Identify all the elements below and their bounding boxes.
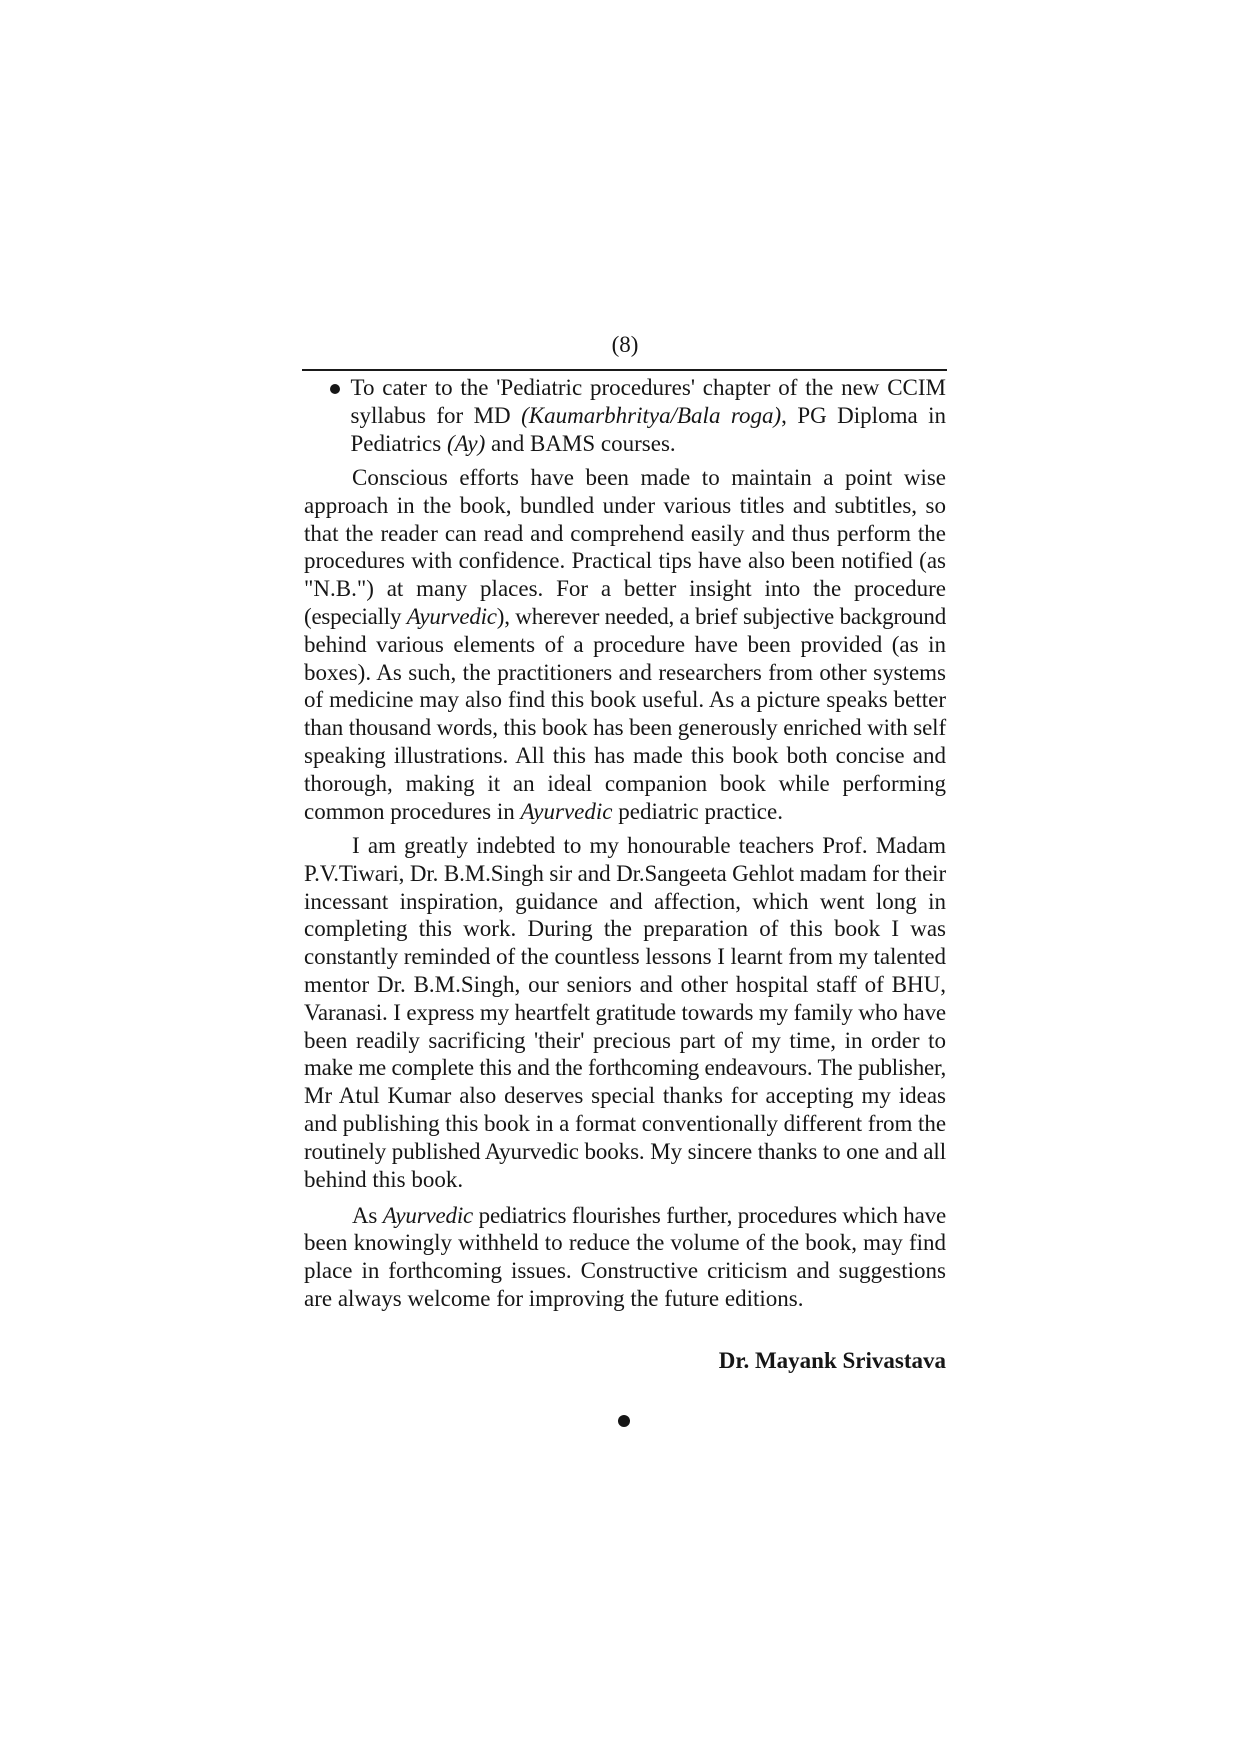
italic-term: Ayurvedic xyxy=(406,603,497,629)
page-number: (8) xyxy=(611,332,639,357)
text-line xyxy=(304,860,946,888)
text-line xyxy=(304,1285,946,1313)
italic-term: Ayurvedic xyxy=(520,798,613,824)
text-segment: that the reader can read and comprehend easily and thus perform the xyxy=(304,520,946,546)
text-line xyxy=(304,492,946,520)
text-segment: Pediatrics xyxy=(350,430,447,456)
paragraph xyxy=(304,832,946,1193)
text-segment: routinely published Ayurvedic books. My sincere thanks to one and all xyxy=(304,1138,946,1164)
text-segment: than thousand words, this book has been generously enriched with self xyxy=(304,715,946,741)
text-segment: and publishing this book in a format conventionally different from the xyxy=(304,1110,947,1136)
text-segment: thorough, making it an ideal companion book while performing xyxy=(304,770,946,796)
text-line xyxy=(304,659,946,687)
text-segment: As xyxy=(352,1202,383,1228)
text-line xyxy=(304,575,946,603)
text-segment: make me complete this and the forthcoming endeavours. The publisher, xyxy=(304,1055,946,1081)
text-segment: of medicine may also find this book useful. As a picture speaks better xyxy=(304,687,946,713)
text-segment: "N.B.") at many places. For a better insight into the procedure xyxy=(304,576,946,602)
text-line xyxy=(304,999,946,1027)
text-segment: been knowingly withheld to reduce the volume of the book, may find xyxy=(304,1230,946,1256)
text-line xyxy=(304,798,946,826)
text-segment: speaking illustrations. All this has made this book both concise and xyxy=(304,742,946,768)
text-segment: common procedures in xyxy=(304,798,521,824)
paragraph xyxy=(304,464,946,825)
italic-term: (Ay) xyxy=(446,430,486,456)
text-line xyxy=(351,374,947,402)
text-line xyxy=(304,1082,946,1110)
text-line xyxy=(304,1110,946,1138)
text-segment: syllabus for MD xyxy=(350,402,522,428)
text-line xyxy=(304,631,946,659)
text-line xyxy=(304,714,946,742)
bullet-icon xyxy=(330,384,340,394)
text-line xyxy=(304,603,946,631)
italic-term: (Kaumarbhritya/Bala roga) xyxy=(521,402,782,428)
bullet-list xyxy=(304,374,946,457)
text-segment: incessant inspiration, guidance and affection, which went long in xyxy=(304,888,946,914)
text-line xyxy=(304,971,946,999)
text-segment: approach in the book, bundled under various titles and subtitles, so xyxy=(304,492,946,518)
text-line xyxy=(351,430,947,458)
text-line xyxy=(304,742,946,770)
text-line xyxy=(304,464,946,492)
text-segment: , PG Diploma in xyxy=(781,402,946,428)
text-line xyxy=(304,1229,946,1257)
text-line xyxy=(304,1202,946,1230)
text-segment: constantly reminded of the countless lessons I learnt from my talented xyxy=(304,944,946,970)
text-segment: Conscious efforts have been made to maintain a point wise xyxy=(352,465,946,490)
italic-term: Ayurvedic xyxy=(382,1202,474,1228)
text-line xyxy=(304,686,946,714)
text-segment: behind this book. xyxy=(304,1166,464,1192)
text-line xyxy=(304,1054,946,1082)
text-segment: are always welcome for improving the future editions. xyxy=(304,1285,804,1311)
paragraph xyxy=(304,1202,946,1313)
text-segment: pediatrics flourishes further, procedures which have xyxy=(473,1202,946,1228)
text-line xyxy=(304,915,946,943)
text-line xyxy=(351,402,947,430)
text-line xyxy=(304,770,946,798)
text-segment: procedures with confidence. Practical tips have also been notified (as xyxy=(304,548,946,574)
text-line xyxy=(304,943,946,971)
text-segment: pediatric practice. xyxy=(612,798,783,824)
text-line xyxy=(304,888,946,916)
text-segment: To cater to the 'Pediatric procedures' chapter of the new CCIM xyxy=(350,375,946,400)
text-line xyxy=(304,832,946,860)
text-segment: Mr Atul Kumar also deserves special thanks for accepting my ideas xyxy=(304,1083,946,1109)
text-segment: Varanasi. I express my heartfelt gratitude towards my family who have xyxy=(304,999,946,1025)
text-segment: (especially xyxy=(304,603,407,629)
text-line xyxy=(304,1166,946,1194)
text-segment: I am greatly indebted to my honourable teachers Prof. Madam xyxy=(352,833,946,858)
text-segment: mentor Dr. B.M.Singh, our seniors and other hospital staff of BHU, xyxy=(304,971,946,997)
text-segment: ), wherever needed, a brief subjective background xyxy=(496,603,946,629)
text-segment: behind various elements of a procedure have been provided (as in xyxy=(304,631,946,657)
text-line xyxy=(304,547,946,575)
end-ornament-icon xyxy=(618,1415,630,1427)
text-line xyxy=(304,1257,946,1285)
text-line xyxy=(304,1138,946,1166)
text-segment: P.V.Tiwari, Dr. B.M.Singh sir and Dr.Sangeeta Gehlot madam for their xyxy=(304,860,946,886)
author-signature: Dr. Mayank Srivastava xyxy=(718,1348,946,1373)
header-rule xyxy=(302,369,947,371)
text-line xyxy=(304,1027,946,1055)
text-segment: place in forthcoming issues. Constructive criticism and suggestions xyxy=(304,1258,946,1284)
text-segment: been readily sacrificing 'their' precious part of my time, in order to xyxy=(304,1027,946,1053)
text-line xyxy=(304,520,946,548)
text-segment: boxes). As such, the practitioners and researchers from other systems xyxy=(304,659,946,685)
text-segment: and BAMS courses. xyxy=(485,430,676,456)
bullet-item xyxy=(304,374,946,457)
text-segment: completing this work. During the preparation of this book I was xyxy=(304,916,946,942)
